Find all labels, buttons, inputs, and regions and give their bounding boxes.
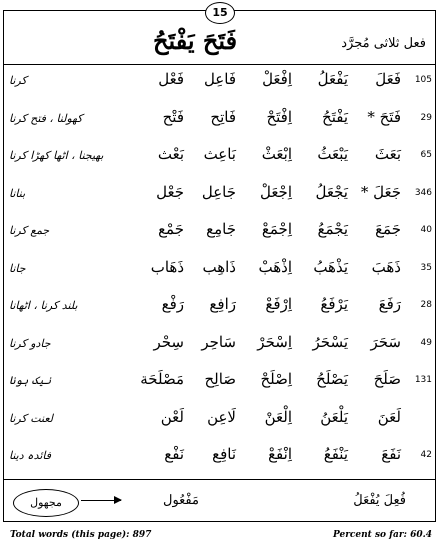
present-form: يَلْعَنُ — [320, 407, 348, 426]
table-row — [3, 214, 436, 252]
table-row — [3, 327, 436, 365]
word-count: 65 — [420, 150, 432, 160]
page-title: فَتَحَ يَفْتَحُ — [153, 26, 238, 55]
table-row — [3, 102, 436, 140]
passive-forms: فُعِلَ يُفْعَلُ — [353, 493, 406, 508]
word-count: 28 — [420, 300, 432, 310]
present-form: يَفْعَلُ — [317, 70, 348, 88]
participle-form: صَالِح — [204, 370, 236, 388]
total-words: Total words (this page): 897 — [10, 530, 152, 540]
word-count: 131 — [414, 375, 432, 385]
present-form: يَفْتَحُ — [322, 107, 348, 126]
participle-form: بَاعِث — [203, 145, 236, 163]
table-row — [3, 139, 436, 177]
urdu-meaning: جمع کرنا — [9, 224, 50, 237]
verb-table — [3, 64, 436, 477]
present-form: يَبْعَثُ — [317, 145, 348, 163]
imperative-form: اِفْعَلْ — [262, 70, 292, 88]
word-count: 49 — [420, 337, 432, 348]
participle-form: جَامِع — [206, 220, 236, 238]
past-form: نَفَعَ — [381, 445, 401, 463]
imperative-form: اِفْتَحْ — [266, 107, 292, 126]
imperative-form: اِنْفَعْ — [268, 445, 292, 463]
verbal-noun: رَفْع — [161, 295, 184, 313]
page-subtitle: فعل ثلاثی مُجرَّد — [341, 36, 426, 51]
participle-form: سَاحِر — [201, 332, 236, 351]
majhul-label: مجهول — [13, 489, 79, 517]
imperative-form: اِلْعَنْ — [264, 407, 292, 426]
past-form: جَمَعَ — [375, 220, 401, 238]
participle-form: فَاعِل — [203, 70, 236, 88]
urdu-meaning: جادو کرنا — [9, 336, 51, 350]
footer-row — [3, 481, 436, 521]
present-form: يَنْفَعُ — [323, 445, 348, 463]
present-form: يَجْمَعُ — [317, 220, 348, 238]
maful-form: مَفْعُول — [163, 493, 199, 508]
participle-form: فَاتِح — [210, 107, 236, 126]
past-form: لَعَنَ — [377, 407, 401, 426]
word-count: 35 — [420, 262, 432, 273]
past-form: فَعَلَ — [375, 70, 401, 88]
past-form: ذَهَبَ — [371, 257, 401, 276]
verbal-noun: ذَهَاب — [150, 257, 184, 276]
urdu-meaning: نیک ہونا — [9, 374, 52, 387]
imperative-form: اِذْهَبْ — [258, 257, 292, 276]
header — [3, 24, 436, 65]
urdu-meaning: لعنت کرنا — [9, 411, 53, 425]
word-count: 40 — [420, 225, 432, 235]
participle-form: ذَاهِب — [202, 257, 236, 276]
urdu-meaning: بنانا — [9, 186, 26, 200]
past-form: سَحَرَ — [370, 332, 401, 351]
urdu-meaning: بلند کرنا ، اٹھانا — [9, 299, 78, 312]
participle-form: نَافِع — [212, 445, 236, 463]
urdu-meaning: جانا — [9, 261, 26, 275]
verbal-noun: نَفْع — [164, 445, 184, 463]
table-row — [3, 402, 436, 440]
participle-form: رَافِع — [209, 295, 236, 313]
urdu-meaning: کرنا — [9, 74, 27, 87]
word-count: 42 — [420, 450, 432, 460]
imperative-form: اِسْحَرْ — [257, 332, 292, 351]
verbal-noun: سِحْر — [153, 332, 184, 351]
present-form: يَذْهَبُ — [313, 257, 348, 276]
present-form: يَصْلَحُ — [316, 370, 348, 388]
percent-so-far: Percent so far: 60.4 — [332, 530, 432, 540]
imperative-form: اِبْعَثْ — [261, 145, 292, 163]
arrow-icon — [81, 500, 121, 501]
verbal-noun: جَعْل — [156, 182, 184, 201]
verbal-noun: فَتْح — [162, 107, 184, 126]
past-form: رَفَعَ — [378, 295, 401, 313]
table-row — [3, 364, 436, 402]
urdu-meaning: فائدہ دینا — [9, 449, 52, 462]
page-number: 15 — [205, 2, 235, 24]
verbal-noun: لَعْن — [160, 407, 184, 426]
table-row — [3, 64, 436, 102]
past-form: جَعَلَ * — [360, 182, 401, 201]
verbal-noun: مَصْلَحَة — [140, 370, 184, 388]
participle-form: جَاعِل — [201, 182, 236, 201]
table-row — [3, 289, 436, 327]
imperative-form: اِجْعَلْ — [259, 182, 292, 201]
table-row — [3, 252, 436, 290]
participle-form: لَاعِن — [207, 407, 236, 426]
table-row — [3, 177, 436, 215]
past-form: فَتَحَ * — [367, 107, 401, 126]
imperative-form: اِصْلَحْ — [260, 370, 292, 388]
past-form: بَعَثَ — [374, 145, 401, 163]
present-form: يَرْفَعُ — [320, 295, 348, 313]
present-form: يَسْحَرُ — [312, 332, 348, 351]
imperative-form: اِرْفَعْ — [265, 295, 292, 313]
word-count: 105 — [414, 75, 432, 85]
past-form: صَلَحَ — [373, 370, 401, 388]
present-form: يَجْعَلُ — [315, 182, 348, 201]
footer-divider — [3, 479, 436, 480]
imperative-form: اِجْمَعْ — [261, 220, 292, 238]
verbal-noun: جَمْع — [158, 220, 184, 238]
verbal-noun: فَعْل — [158, 70, 184, 88]
urdu-meaning: کھولنا ، فتح کرنا — [9, 111, 83, 125]
word-count: 29 — [420, 112, 432, 123]
urdu-meaning: بھیجنا ، اٹھا کھڑا کرنا — [9, 149, 104, 162]
table-row — [3, 439, 436, 477]
verbal-noun: بَعْث — [157, 145, 184, 163]
word-count: 346 — [414, 187, 432, 198]
